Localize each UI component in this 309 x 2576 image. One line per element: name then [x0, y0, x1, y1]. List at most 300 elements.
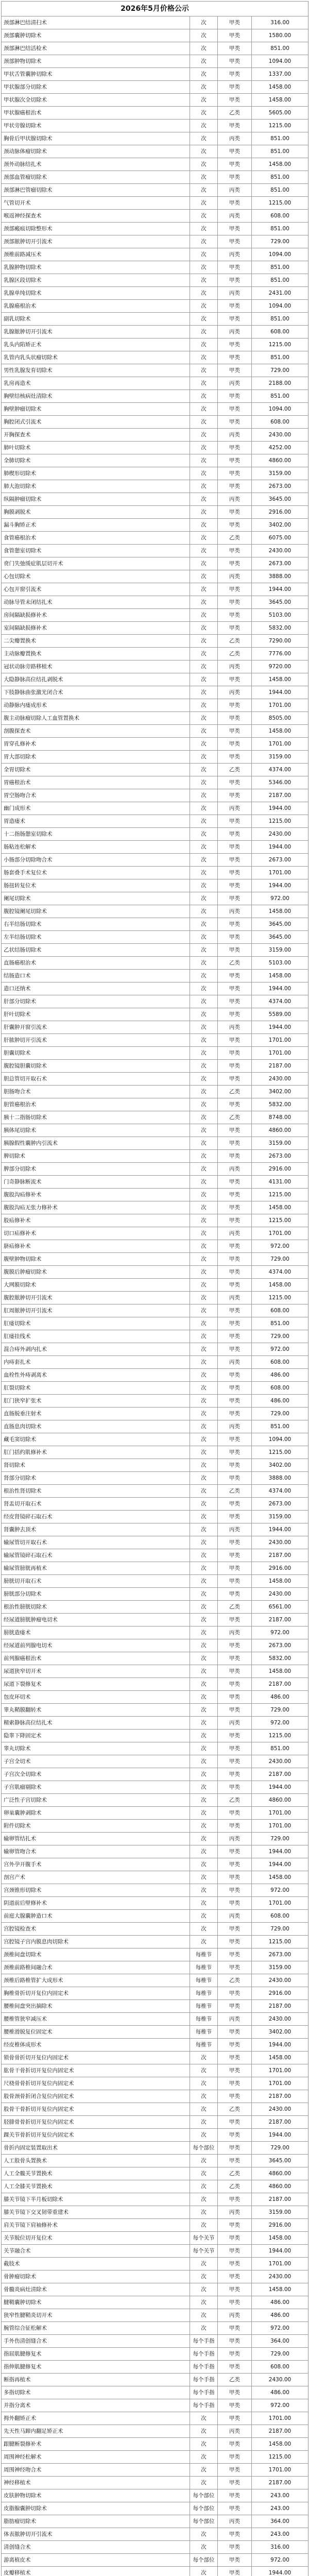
category-cell: 甲类: [218, 467, 252, 480]
price-cell: 3159.00: [252, 1511, 308, 1523]
category-cell: 丙类: [218, 1626, 252, 1639]
table-row: [2, 1150, 308, 1163]
price-cell: 1944.00: [252, 1781, 308, 1794]
category-cell: 甲类: [218, 699, 252, 712]
table-row: [2, 2064, 308, 2077]
table-row: [2, 828, 308, 841]
price-cell: 1458.00: [252, 2283, 308, 2296]
item-name-cell: 前列腺癌根治术: [2, 1652, 190, 1665]
category-cell: 甲类: [218, 2386, 252, 2399]
category-cell: 甲类: [218, 1395, 252, 1408]
price-cell: 851.00: [252, 145, 308, 158]
unit-cell: 次: [190, 1189, 218, 1201]
price-cell: 2673.00: [252, 557, 308, 570]
unit-cell: 次: [190, 2180, 218, 2193]
item-name-cell: 精索静脉高位结扎术: [2, 1717, 190, 1730]
item-name-cell: 颈外动脉结扎术: [2, 158, 190, 171]
category-cell: 甲类: [218, 1858, 252, 1871]
category-cell: 甲类: [218, 81, 252, 94]
table-row: [2, 1073, 308, 1086]
category-cell: 丙类: [218, 326, 252, 338]
table-row: [2, 1317, 308, 1330]
item-name-cell: 股骨干骨折切开复位内固定术: [2, 2103, 190, 2116]
table-row: [2, 1201, 308, 1214]
unit-cell: 次: [190, 55, 218, 68]
price-cell: 1337.00: [252, 68, 308, 81]
item-name-cell: 直肠息肉切除术: [2, 1420, 190, 1433]
unit-cell: 次: [190, 429, 218, 442]
price-cell: 2673.00: [252, 1498, 308, 1511]
category-cell: 甲类: [218, 442, 252, 454]
price-cell: 972.00: [252, 1343, 308, 1356]
unit-cell: 每个手指: [190, 2386, 218, 2399]
table-row: [2, 1485, 308, 1498]
table-row: [2, 557, 308, 570]
item-name-cell: 颈部囊肿切除术: [2, 29, 190, 42]
unit-cell: 次: [190, 16, 218, 29]
category-cell: 甲类: [218, 1511, 252, 1523]
unit-cell: 次: [190, 1511, 218, 1523]
category-cell: 甲类: [218, 2090, 252, 2103]
table-row: [2, 235, 308, 248]
category-cell: 甲类: [218, 2438, 252, 2451]
price-cell: 486.00: [252, 2296, 308, 2309]
table-row: [2, 506, 308, 519]
unit-cell: 次: [190, 1060, 218, 1073]
category-cell: 甲类: [218, 29, 252, 42]
price-cell: 2430.00: [252, 1755, 308, 1768]
unit-cell: 次: [190, 2477, 218, 2489]
unit-cell: 每椎节: [190, 1974, 218, 1987]
unit-cell: 次: [190, 1845, 218, 1858]
table-row: [2, 2412, 308, 2425]
unit-cell: 次: [190, 1201, 218, 1214]
category-cell: 乙类: [218, 1086, 252, 1098]
unit-cell: 次: [190, 995, 218, 1008]
category-cell: 甲类: [218, 841, 252, 854]
unit-cell: 次: [190, 789, 218, 802]
unit-cell: 次: [190, 1124, 218, 1137]
category-cell: 甲类: [218, 519, 252, 532]
category-cell: 甲类: [218, 2361, 252, 2374]
price-cell: 1944.00: [252, 1021, 308, 1034]
category-cell: 乙类: [218, 635, 252, 648]
item-name-cell: 胸膜剥脱术: [2, 506, 190, 519]
item-name-cell: 肠扭转复位术: [2, 879, 190, 892]
price-cell: 486.00: [252, 1691, 308, 1704]
item-name-cell: 大网膜切除术: [2, 1279, 190, 1292]
unit-cell: 次: [190, 725, 218, 738]
price-cell: 851.00: [252, 1420, 308, 1433]
table-row: [2, 2013, 308, 2026]
item-name-cell: 动静脉内瘘成形术: [2, 699, 190, 712]
item-name-cell: 肾切除术: [2, 1459, 190, 1472]
price-cell: 1944.00: [252, 841, 308, 854]
item-name-cell: 并指分离术: [2, 2399, 190, 2412]
price-cell: 608.00: [252, 1304, 308, 1317]
unit-cell: 次: [190, 1639, 218, 1652]
item-name-cell: 腰椎管狭窄减压术: [2, 2013, 190, 2026]
table-row: [2, 854, 308, 867]
item-name-cell: 甲状腺部分切除术: [2, 81, 190, 94]
unit-cell: 次: [190, 635, 218, 648]
item-name-cell: 颈部淋巴结清扫术: [2, 16, 190, 29]
unit-cell: 次: [190, 506, 218, 519]
item-name-cell: 腹主动脉瘤切除人工血管置换术: [2, 712, 190, 725]
item-name-cell: 胆囊切除术: [2, 1047, 190, 1060]
category-cell: 甲类: [218, 94, 252, 107]
unit-cell: 次: [190, 2258, 218, 2270]
category-cell: 甲类: [218, 1897, 252, 1910]
unit-cell: 次: [190, 1420, 218, 1433]
unit-cell: 每椎节: [190, 2000, 218, 2013]
item-name-cell: 右半结肠切除术: [2, 918, 190, 931]
price-cell: 1458.00: [252, 2438, 308, 2451]
category-cell: 甲类: [218, 1382, 252, 1395]
unit-cell: 次: [190, 1807, 218, 1820]
price-cell: 729.00: [252, 2142, 308, 2155]
price-cell: 851.00: [252, 42, 308, 55]
item-name-cell: 混合痔外剥内扎术: [2, 1343, 190, 1356]
price-cell: 2673.00: [252, 1150, 308, 1163]
price-cell: 1458.00: [252, 81, 308, 94]
table-row: [2, 1008, 308, 1021]
unit-cell: 次: [190, 828, 218, 841]
item-name-cell: 肱骨干骨折切开复位内固定术: [2, 2064, 190, 2077]
category-cell: 丙类: [218, 1356, 252, 1369]
price-cell: 6075.00: [252, 532, 308, 545]
item-name-cell: 体表脓肿切开引流术: [2, 2528, 190, 2541]
price-cell: 608.00: [252, 2361, 308, 2374]
unit-cell: 每椎节: [190, 1987, 218, 2000]
category-cell: 丙类: [218, 2309, 252, 2322]
price-cell: 3402.00: [252, 1086, 308, 1098]
price-cell: 3402.00: [252, 519, 308, 532]
unit-cell: 次: [190, 2412, 218, 2425]
unit-cell: 每椎节: [190, 2039, 218, 2052]
table-row: [2, 94, 308, 107]
price-cell: 1215.00: [252, 1730, 308, 1742]
category-cell: 甲类: [218, 158, 252, 171]
category-cell: 甲类: [218, 68, 252, 81]
price-cell: 5605.00: [252, 107, 308, 120]
table-row: [2, 1730, 308, 1742]
table-row: [2, 42, 308, 55]
item-name-cell: 膝关节镜下半月板切除术: [2, 2193, 190, 2206]
table-row: [2, 686, 308, 699]
table-row: [2, 1330, 308, 1343]
category-cell: 甲类: [218, 338, 252, 351]
price-cell: 729.00: [252, 1704, 308, 1717]
category-cell: 丙类: [218, 1163, 252, 1176]
table-row: [2, 867, 308, 879]
table-row: [2, 673, 308, 686]
table-row: [2, 1356, 308, 1369]
table-row: [2, 1098, 308, 1111]
unit-cell: 次: [190, 570, 218, 583]
category-cell: 甲类: [218, 1562, 252, 1575]
table-row: [2, 1124, 308, 1137]
unit-cell: 次: [190, 596, 218, 609]
price-cell: 851.00: [252, 313, 308, 326]
price-cell: 1944.00: [252, 686, 308, 699]
table-row: [2, 1408, 308, 1420]
price-cell: 2430.00: [252, 429, 308, 442]
item-name-cell: 肾囊肿去顶术: [2, 1523, 190, 1536]
table-row: [2, 635, 308, 648]
item-name-cell: 输卵管结扎术: [2, 1833, 190, 1845]
table-row: [2, 751, 308, 764]
price-cell: 2187.00: [252, 2116, 308, 2129]
item-name-cell: 开胸探查术: [2, 429, 190, 442]
category-cell: 甲类: [218, 1652, 252, 1665]
table-row: [2, 583, 308, 596]
item-name-cell: 腹股沟疝无张力修补术: [2, 1201, 190, 1214]
item-name-cell: 直肠癌根治术: [2, 957, 190, 970]
item-name-cell: 输尿管切开取石术: [2, 1536, 190, 1549]
price-cell: 1458.00: [252, 905, 308, 918]
price-cell: 364.00: [252, 2515, 308, 2528]
item-name-cell: 指伸肌腱修复术: [2, 2361, 190, 2374]
item-name-cell: 骨折内固定装置取出术: [2, 2142, 190, 2155]
item-name-cell: 肛门括约肌修补术: [2, 1446, 190, 1459]
unit-cell: 次: [190, 1498, 218, 1511]
item-name-cell: 腰椎间盘突出摘除术: [2, 2000, 190, 2013]
price-cell: 1215.00: [252, 338, 308, 351]
category-cell: 甲类: [218, 1150, 252, 1163]
table-row: [2, 596, 308, 609]
price-cell: 1701.00: [252, 1807, 308, 1820]
price-cell: 729.00: [252, 235, 308, 248]
price-cell: 2916.00: [252, 1987, 308, 2000]
table-row: [2, 338, 308, 351]
table-row: [2, 1691, 308, 1704]
table-row: [2, 892, 308, 905]
category-cell: 甲类: [218, 1369, 252, 1382]
table-row: [2, 764, 308, 776]
unit-cell: 次: [190, 287, 218, 300]
table-row: [2, 1523, 308, 1536]
item-name-cell: 踝关节骨折切开复位内固定术: [2, 2129, 190, 2142]
item-name-cell: 肛瘘切除术: [2, 1317, 190, 1330]
item-name-cell: 皮脂腺囊肿切除术: [2, 2502, 190, 2515]
unit-cell: 次: [190, 2219, 218, 2232]
price-cell: 3645.00: [252, 918, 308, 931]
category-cell: 甲类: [218, 1678, 252, 1691]
unit-cell: 每个部位: [190, 2142, 218, 2155]
price-cell: 1458.00: [252, 1871, 308, 1884]
item-name-cell: 宫外孕开腹手术: [2, 1858, 190, 1871]
category-cell: 甲类: [218, 995, 252, 1008]
unit-cell: 次: [190, 223, 218, 235]
price-cell: 486.00: [252, 1369, 308, 1382]
item-name-cell: 乳腺区段切除术: [2, 274, 190, 287]
unit-cell: 次: [190, 2167, 218, 2180]
category-cell: 甲类: [218, 609, 252, 622]
price-cell: 851.00: [252, 261, 308, 274]
price-cell: 2187.00: [252, 1060, 308, 1073]
category-cell: 甲类: [218, 2335, 252, 2348]
item-name-cell: 胃穿孔修补术: [2, 738, 190, 751]
unit-cell: 次: [190, 2077, 218, 2090]
unit-cell: 次: [190, 416, 218, 429]
unit-cell: 次: [190, 2103, 218, 2116]
price-cell: 2673.00: [252, 1948, 308, 1961]
price-cell: 1458.00: [252, 1279, 308, 1292]
item-name-cell: 胃大部切除术: [2, 751, 190, 764]
item-name-cell: 尿道狭窄切开术: [2, 1665, 190, 1678]
table-row: [2, 802, 308, 815]
category-cell: 丙类: [218, 429, 252, 442]
unit-cell: 每椎节: [190, 2026, 218, 2039]
table-row: [2, 918, 308, 931]
item-name-cell: 乙状结肠切除术: [2, 944, 190, 957]
table-row: [2, 480, 308, 493]
unit-cell: 次: [190, 1768, 218, 1781]
price-cell: 5832.00: [252, 622, 308, 635]
unit-cell: 次: [190, 145, 218, 158]
item-name-cell: 经尿道膀胱肿瘤电切术: [2, 1614, 190, 1626]
unit-cell: 次: [190, 81, 218, 94]
unit-cell: 次: [190, 235, 218, 248]
table-row: [2, 326, 308, 338]
item-name-cell: 动脉导管未闭结扎术: [2, 596, 190, 609]
category-cell: 甲类: [218, 364, 252, 377]
item-name-cell: 神经移植术: [2, 2477, 190, 2489]
price-cell: 2430.00: [252, 2013, 308, 2026]
price-cell: 972.00: [252, 2322, 308, 2335]
item-name-cell: 甲状舌管囊肿切除术: [2, 68, 190, 81]
item-name-cell: 心包切除术: [2, 570, 190, 583]
table-row: [2, 1472, 308, 1485]
unit-cell: 次: [190, 557, 218, 570]
price-cell: 608.00: [252, 326, 308, 338]
category-cell: 甲类: [218, 1433, 252, 1446]
price-cell: 2430.00: [252, 828, 308, 841]
unit-cell: 次: [190, 699, 218, 712]
price-cell: 5832.00: [252, 1098, 308, 1111]
category-cell: 甲类: [218, 1189, 252, 1201]
table-row: [2, 841, 308, 854]
unit-cell: 次: [190, 1395, 218, 1408]
category-cell: 甲类: [218, 16, 252, 29]
table-row: [2, 132, 308, 145]
unit-cell: 次: [190, 197, 218, 210]
item-name-cell: 肠粘连松解术: [2, 841, 190, 854]
item-name-cell: 胸椎骨折切开复位内固定术: [2, 1987, 190, 2000]
price-cell: 316.00: [252, 16, 308, 29]
price-cell: 851.00: [252, 1317, 308, 1330]
item-name-cell: 根治性膀胱切除术: [2, 1601, 190, 1614]
category-cell: 丙类: [218, 1833, 252, 1845]
unit-cell: 次: [190, 403, 218, 416]
price-cell: 2187.00: [252, 2090, 308, 2103]
item-name-cell: 剖宫产术: [2, 1871, 190, 1884]
item-name-cell: 二尖瓣置换术: [2, 635, 190, 648]
table-row: [2, 81, 308, 94]
category-cell: 甲类: [218, 583, 252, 596]
category-cell: 乙类: [218, 2167, 252, 2180]
item-name-cell: 关节融合术: [2, 2245, 190, 2258]
table-row: [2, 1446, 308, 1459]
item-name-cell: 断指再植术: [2, 2374, 190, 2386]
category-cell: 甲类: [218, 970, 252, 982]
category-cell: 甲类: [218, 2258, 252, 2270]
table-row: [2, 2451, 308, 2464]
unit-cell: 次: [190, 454, 218, 467]
price-cell: 1944.00: [252, 1845, 308, 1858]
table-row: [2, 2335, 308, 2348]
category-cell: 甲类: [218, 892, 252, 905]
unit-cell: 次: [190, 2129, 218, 2142]
category-cell: 丙类: [218, 660, 252, 673]
item-name-cell: 宫腔镜检查术: [2, 1923, 190, 1936]
category-cell: 丙类: [218, 1523, 252, 1536]
item-name-cell: 全胃切除术: [2, 764, 190, 776]
category-cell: 甲类: [218, 351, 252, 364]
item-name-cell: 周围神经吻合术: [2, 2464, 190, 2477]
table-row: [2, 467, 308, 480]
category-cell: 甲类: [218, 197, 252, 210]
price-cell: 2430.00: [252, 1974, 308, 1987]
category-cell: 甲类: [218, 2477, 252, 2489]
table-row: [2, 1845, 308, 1858]
table-row: [2, 2142, 308, 2155]
price-cell: 5103.00: [252, 609, 308, 622]
category-cell: 甲类: [218, 274, 252, 287]
price-cell: 1458.00: [252, 673, 308, 686]
item-name-cell: 人工全髋关节置换术: [2, 2167, 190, 2180]
table-row: [2, 1549, 308, 1562]
category-cell: 乙类: [218, 1601, 252, 1614]
price-cell: 1701.00: [252, 1227, 308, 1240]
item-name-cell: 宫腔镜子宫内膜息肉切除术: [2, 1936, 190, 1948]
item-name-cell: 睾丸鞘膜翻转术: [2, 1704, 190, 1717]
price-cell: 1094.00: [252, 1433, 308, 1446]
table-row: [2, 2464, 308, 2477]
unit-cell: 次: [190, 957, 218, 970]
item-name-cell: 多指切除术: [2, 2386, 190, 2399]
category-cell: 乙类: [218, 2374, 252, 2386]
item-name-cell: 肺楔形切除术: [2, 467, 190, 480]
price-cell: 3159.00: [252, 944, 308, 957]
price-cell: 2187.00: [252, 2193, 308, 2206]
table-row: [2, 879, 308, 892]
price-cell: 1944.00: [252, 2039, 308, 2052]
item-name-cell: 腱鞘囊肿切除术: [2, 2296, 190, 2309]
unit-cell: 次: [190, 1704, 218, 1717]
table-row: [2, 55, 308, 68]
category-cell: 甲类: [218, 1936, 252, 1948]
item-name-cell: 肩关节镜下肩袖修补术: [2, 2219, 190, 2232]
category-cell: 甲类: [218, 261, 252, 274]
category-cell: 甲类: [218, 2502, 252, 2515]
table-row: [2, 2386, 308, 2399]
category-cell: 甲类: [218, 1214, 252, 1227]
category-cell: 甲类: [218, 313, 252, 326]
table-row: [2, 1111, 308, 1124]
price-cell: 1944.00: [252, 583, 308, 596]
table-row: [2, 1536, 308, 1549]
item-name-cell: 主动脉瓣置换术: [2, 648, 190, 660]
category-cell: 甲类: [218, 2219, 252, 2232]
unit-cell: 次: [190, 1034, 218, 1047]
table-row: [2, 1253, 308, 1266]
price-cell: 364.00: [252, 2335, 308, 2348]
price-cell: 1458.00: [252, 1201, 308, 1214]
item-name-cell: 颈部血管瘤切除术: [2, 171, 190, 184]
category-cell: 丙类: [218, 1420, 252, 1433]
